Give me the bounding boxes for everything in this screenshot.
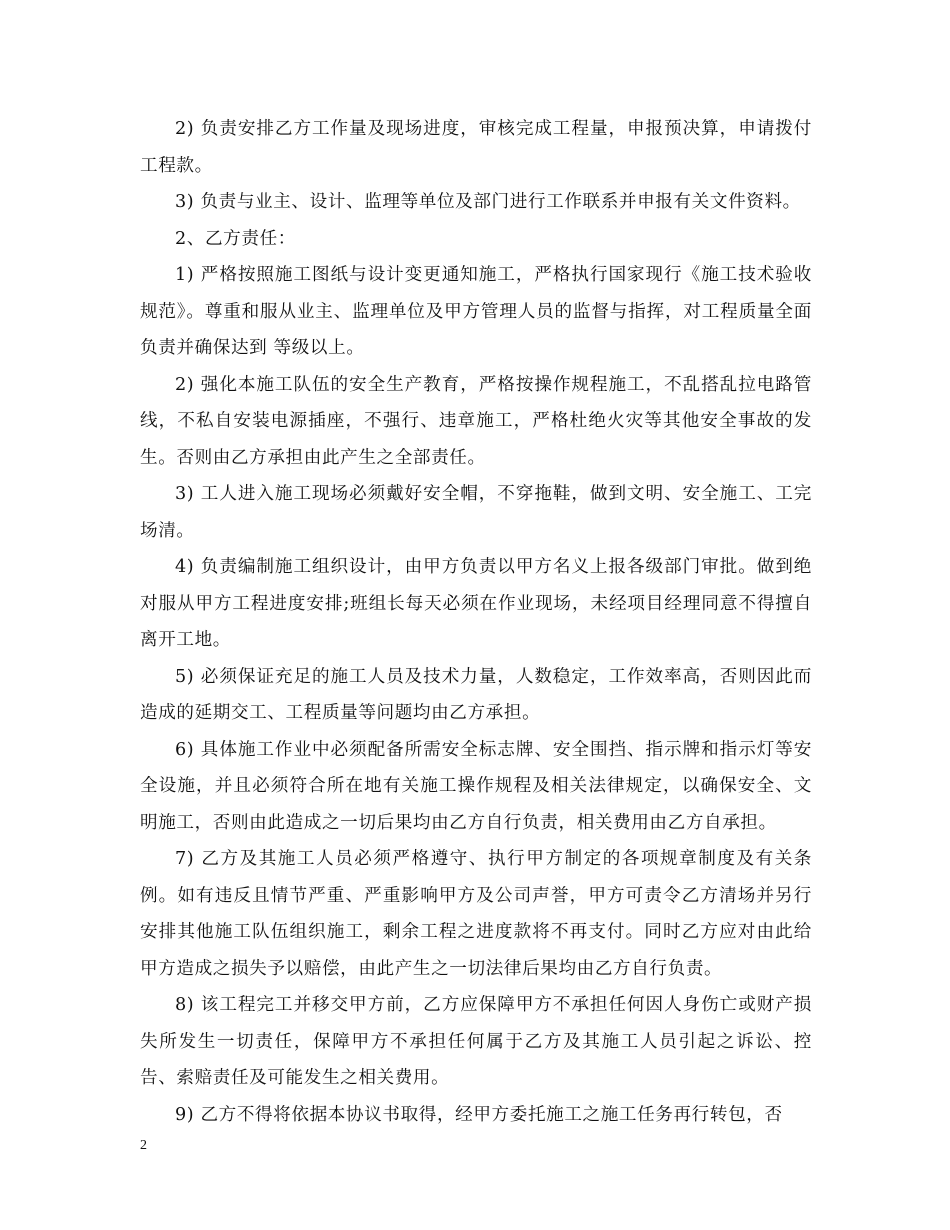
paragraph-party-a-duty-2: 2) 负责安排乙方工作量及现场进度，审核完成工程量，申报预决算，申请拨付工程款。 [140,119,812,176]
paragraph-party-b-duty-2: 2) 强化本施工队伍的安全生产教育，严格按操作规程施工，不乱搭乱拉电路管线，不私自安装电源插座，不强行、违章施工，严格杜绝火灾等其他安全事故的发生。否则由乙方承担由此产生之全部责任。 [140,374,812,468]
paragraph-party-b-duty-9: 9) 乙方不得将依据本协议书取得，经甲方委托施工之施工任务再行转包，否 [175,1104,783,1125]
paragraph-party-b-duty-8: 8) 该工程完工并移交甲方前，乙方应保障甲方不承担任何因人身伤亡或财产损失所发生一切责任，保障甲方不承担任何属于乙方及其施工人员引起之诉讼、控告、索赔责任及可能发生之相关费用。 [140,995,812,1088]
page-number: 2 [140,1138,147,1153]
paragraph-party-b-duty-3: 3) 工人进入施工现场必须戴好安全帽，不穿拖鞋，做到文明、安全施工、工完场清。 [140,484,812,541]
paragraph-party-a-duty-3: 3) 负责与业主、设计、监理等单位及部门进行工作联系并申报有关文件资料。 [175,192,801,212]
paragraph-party-b-duty-7: 7) 乙方及其施工人员必须严格遵守、执行甲方制定的各项规章制度及有关条例。如有违反且情节严重、严重影响甲方及公司声誉，甲方可责令乙方清场并另行安排其他施工队伍组织施工，剩余工程之进度款将不再支付。同时乙方应对由此给甲方造成之损失予以赔偿，由此产生之一切法律后果均由乙方自行负责。 [140,849,812,979]
section-heading-party-b: 2、乙方责任： [175,228,296,249]
paragraph-party-b-duty-5: 5) 必须保证充足的施工人员及技术力量，人数稳定，工作效率高，否则因此而造成的延期交工、工程质量等问题均由乙方承担。 [140,666,812,723]
paragraph-party-b-duty-1: 1) 严格按照施工图纸与设计变更通知施工，严格执行国家现行《施工技术验收规范》。尊重和服从业主、监理单位及甲方管理人员的监督与指挥，对工程质量全面负责并确保达到 等级以上。 [140,265,812,358]
document-body [140,111,812,1133]
paragraph-party-b-duty-6: 6) 具体施工作业中必须配备所需安全标志牌、安全围挡、指示牌和指示灯等安全设施，并且必须符合所在地有关施工操作规程及相关法律规定，以确保安全、文明施工，否则由此造成之一切后果均由乙方自行负责，相关费用由乙方自承担。 [140,739,812,833]
paragraph-party-b-duty-4: 4) 负责编制施工组织设计，由甲方负责以甲方名义上报各级部门审批。做到绝对服从甲方工程进度安排;班组长每天必须在作业现场，未经项目经理同意不得擅自离开工地。 [140,557,812,650]
